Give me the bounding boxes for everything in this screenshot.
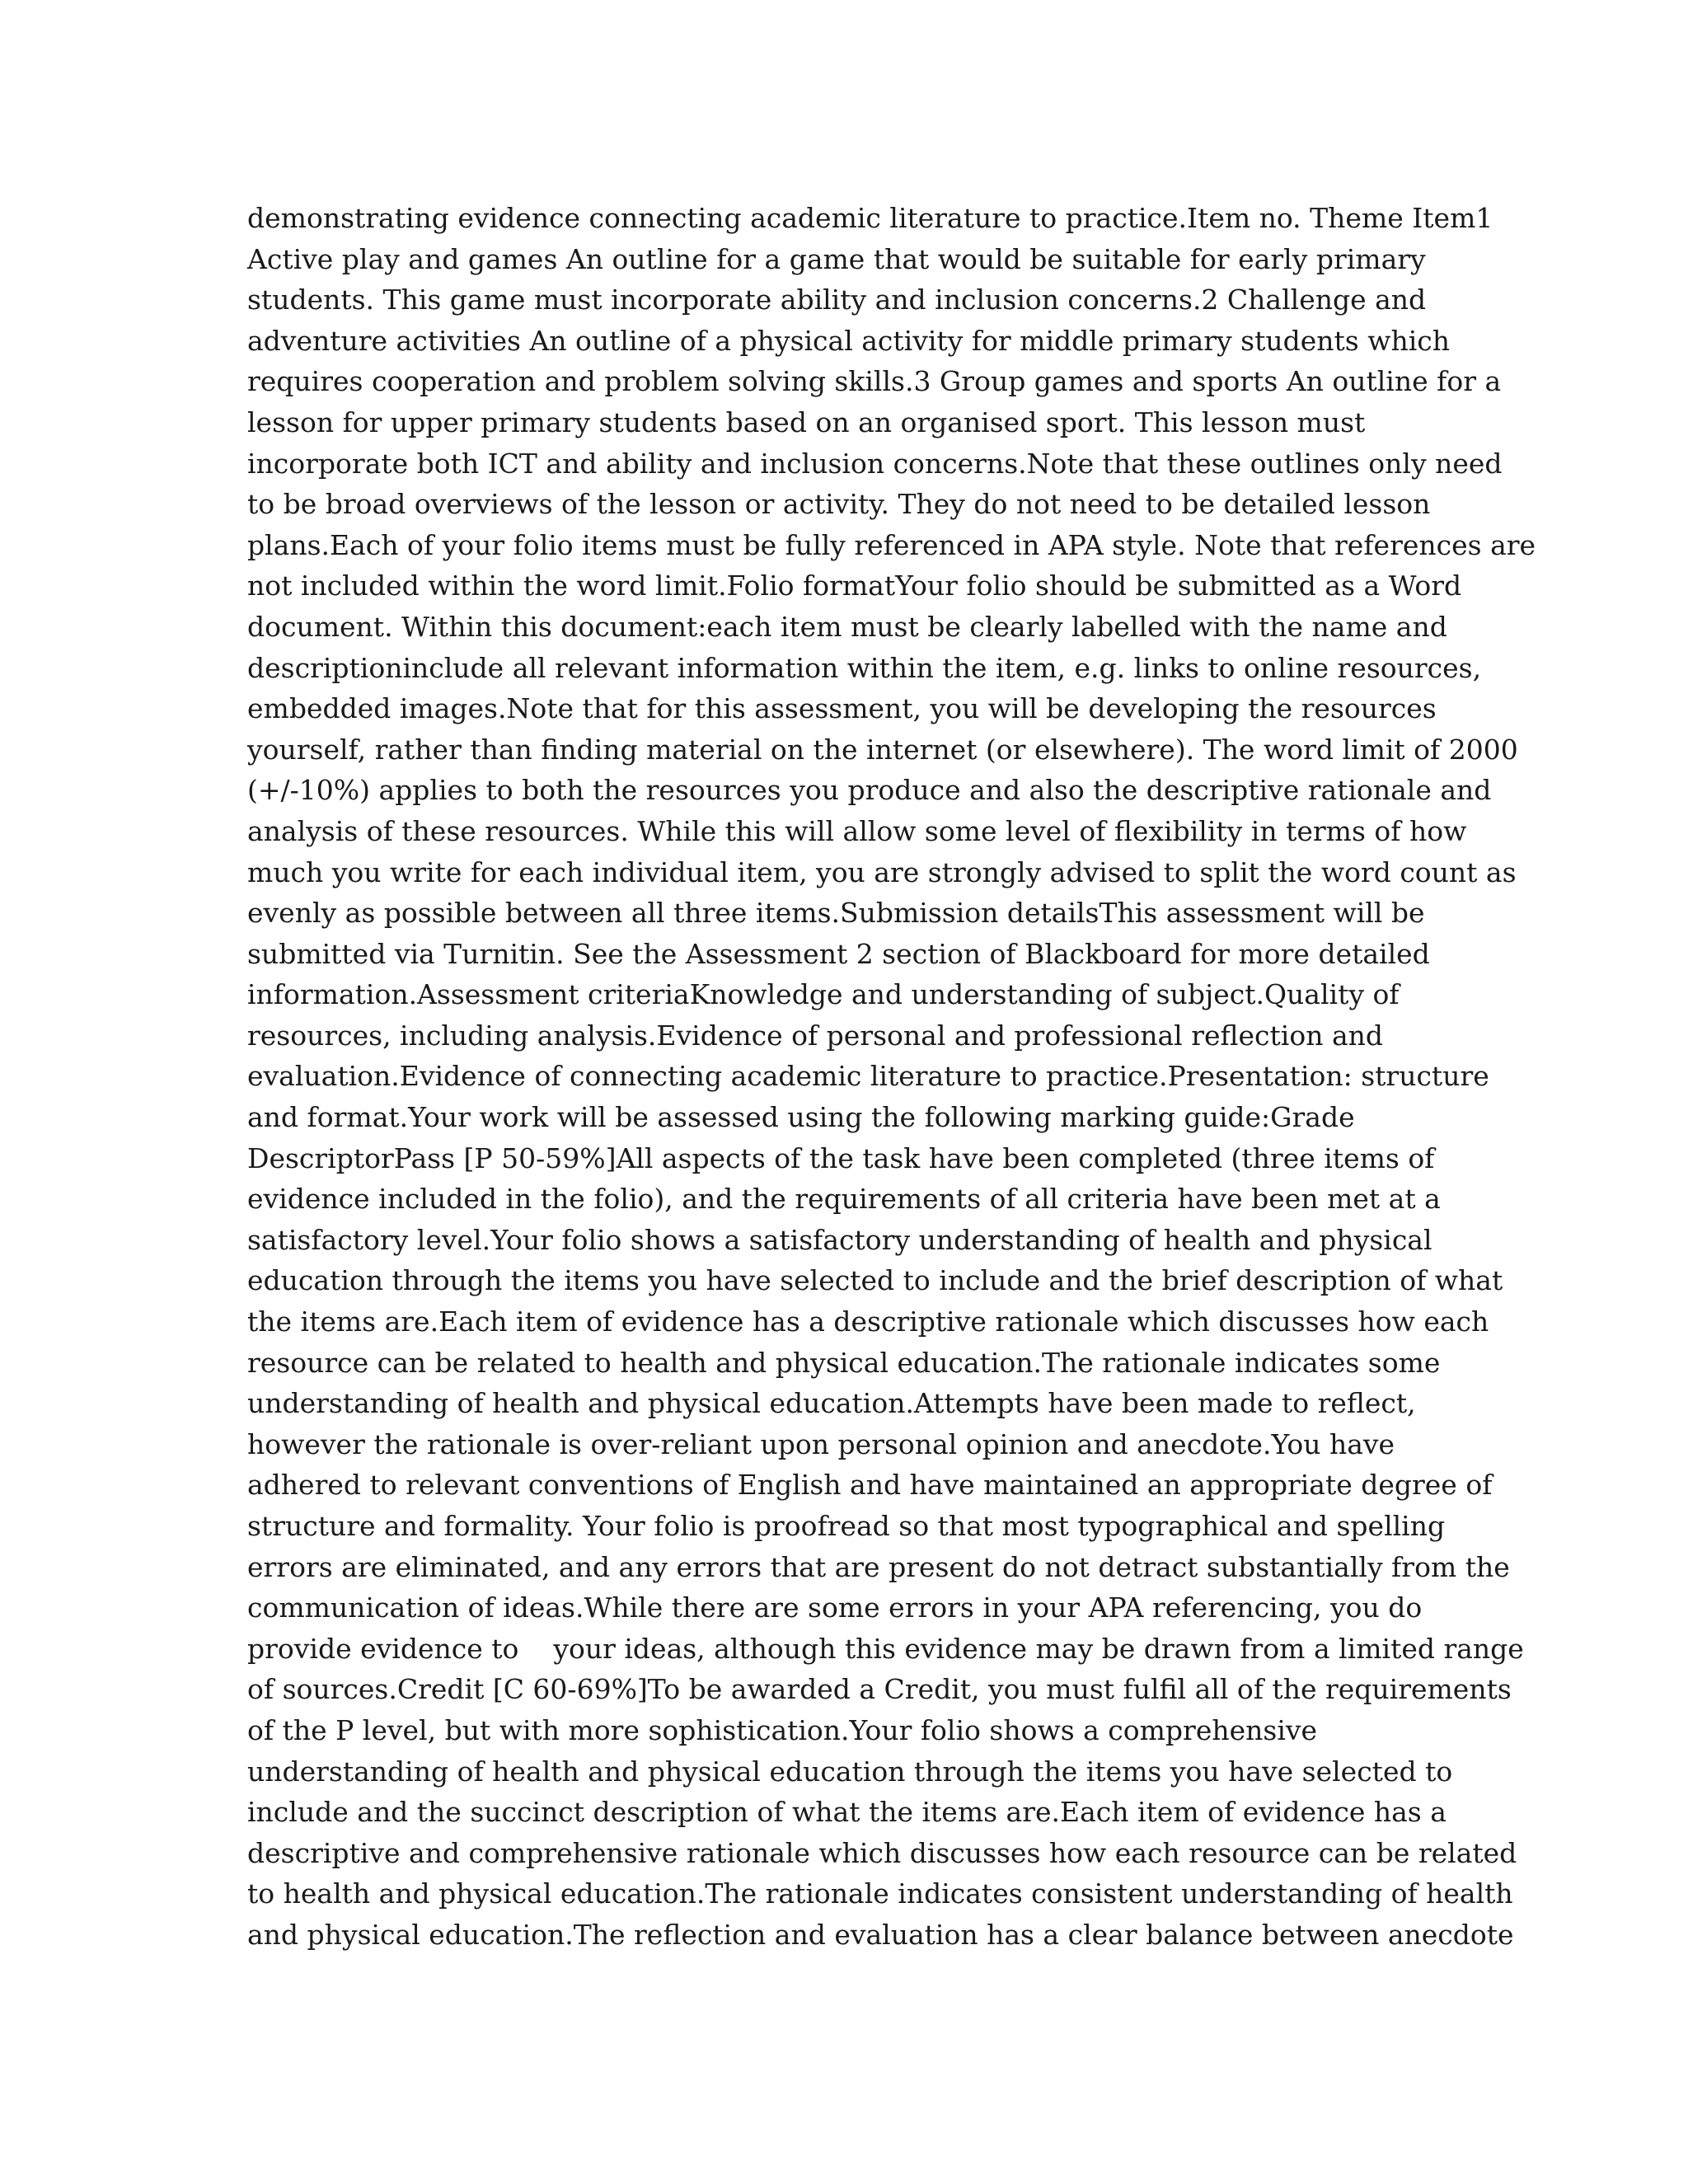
text-line: satisfactory level.Your folio shows a satisfactory understanding of health and physical <box>247 1223 1432 1256</box>
text-line: education through the items you have selected to include and the brief description of what <box>247 1264 1503 1297</box>
text-line: resources, including analysis.Evidence of personal and professional reflection and <box>247 1019 1384 1052</box>
text-line: and format.Your work will be assessed using the following marking guide:Grade <box>247 1101 1355 1134</box>
text-line: information.Assessment criteriaKnowledge and understanding of subject.Quality of <box>247 978 1400 1011</box>
text-line: document. Within this document:each item must be clearly labelled with the name and <box>247 610 1447 643</box>
text-line: understanding of health and physical education.Attempts have been made to reflect, <box>247 1387 1416 1420</box>
text-line: (+/-10%) applies to both the resources you produce and also the descriptive rationale and <box>247 774 1492 807</box>
text-line: descriptioninclude all relevant information within the item, e.g. links to online resources, <box>247 651 1482 684</box>
text-line: adhered to relevant conventions of English and have maintained an appropriate degree of <box>247 1469 1493 1502</box>
text-line: submitted via Turnitin. See the Assessment 2 section of Blackboard for more detailed <box>247 937 1430 970</box>
text-line: to health and physical education.The rationale indicates consistent understanding of health <box>247 1877 1513 1910</box>
text-line: include and the succinct description of what the items are.Each item of evidence has a <box>247 1796 1447 1829</box>
text-line: Active play and games An outline for a game that would be suitable for early primary <box>247 242 1426 275</box>
text-line: evenly as possible between all three items.Submission detailsThis assessment will be <box>247 897 1425 930</box>
text-line: resource can be related to health and physical education.The rationale indicates some <box>247 1346 1441 1379</box>
text-line: adventure activities An outline of a physical activity for middle primary students which <box>247 324 1450 357</box>
text-line: demonstrating evidence connecting academic literature to practice.Item no. Theme Item1 <box>247 202 1493 234</box>
text-line: lesson for upper primary students based on an organised sport. This lesson must <box>247 405 1366 438</box>
text-line: however the rationale is over-reliant upon personal opinion and anecdote.You have <box>247 1427 1395 1460</box>
text-line: of the P level, but with more sophistication.Your folio shows a comprehensive <box>247 1713 1318 1746</box>
text-line: and physical education.The reflection and evaluation has a clear balance between anecdote <box>247 1918 1514 1951</box>
text-line: to be broad overviews of the lesson or activity. They do not need to be detailed lesson <box>247 488 1431 521</box>
body-text <box>247 198 1536 1956</box>
text-line: requires cooperation and problem solving skills.3 Group games and sports An outline for a <box>247 365 1502 398</box>
text-line: embedded images.Note that for this assessment, you will be developing the resources <box>247 692 1437 725</box>
text-line: the items are.Each item of evidence has a descriptive rationale which discusses how each <box>247 1305 1489 1338</box>
text-line: much you write for each individual item, you are strongly advised to split the word count as <box>247 855 1517 888</box>
text-line: of sources.Credit [C 60-69%]To be awarded a Credit, you must fulfil all of the requirements <box>247 1673 1512 1706</box>
text-line: evidence included in the folio), and the requirements of all criteria have been met at a <box>247 1183 1441 1216</box>
text-line: errors are eliminated, and any errors that are present do not detract substantially from the <box>247 1550 1510 1583</box>
text-line: incorporate both ICT and ability and inclusion concerns.Note that these outlines only need <box>247 447 1503 480</box>
text-line: analysis of these resources. While this will allow some level of flexibility in terms of how <box>247 814 1467 847</box>
text-line: understanding of health and physical education through the items you have selected to <box>247 1755 1453 1788</box>
text-line: plans.Each of your folio items must be fully referenced in APA style. Note that references are <box>247 528 1536 561</box>
text-line: yourself, rather than finding material on the internet (or elsewhere). The word limit of 2000 <box>247 733 1518 766</box>
text-line: evaluation.Evidence of connecting academic literature to practice.Presentation: structure <box>247 1060 1489 1093</box>
text-line: DescriptorPass [P 50-59%]All aspects of the task have been completed (three items of <box>247 1141 1435 1174</box>
text-line: communication of ideas.While there are some errors in your APA referencing, you do <box>247 1591 1423 1624</box>
text-line: structure and formality. Your folio is proofread so that most typographical and spelling <box>247 1510 1446 1542</box>
text-line: students. This game must incorporate ability and inclusion concerns.2 Challenge and <box>247 284 1427 316</box>
text-line: provide evidence to your ideas, although this evidence may be drawn from a limited range <box>247 1632 1524 1665</box>
text-line: descriptive and comprehensive rationale which discusses how each resource can be related <box>247 1836 1517 1869</box>
text-line: not included within the word limit.Folio formatYour folio should be submitted as a Word <box>247 569 1462 602</box>
